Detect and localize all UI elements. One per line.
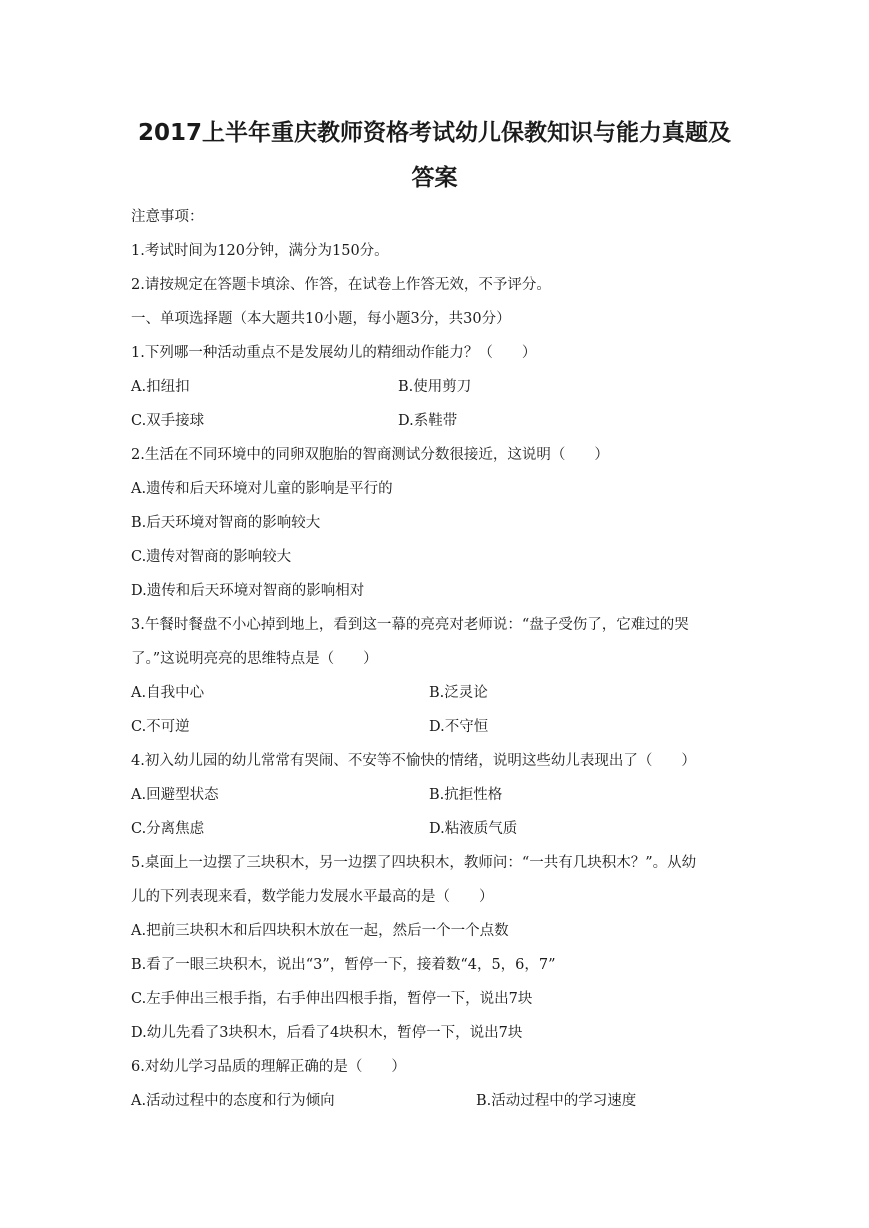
question-stem: 1.下列哪一种活动重点不是发展幼儿的精细动作能力？（ ）: [131, 345, 537, 361]
question-stem: 了。”这说明亮亮的思维特点是（ ）: [131, 651, 378, 667]
option-d: D.不守恒: [429, 719, 489, 735]
option-c: C.双手接球: [131, 413, 205, 429]
option-b: B.后天环境对智商的影响较大: [131, 515, 321, 531]
option-a: A.活动过程中的态度和行为倾向: [131, 1093, 335, 1109]
question-stem: 5.桌面上一边摆了三块积木，另一边摆了四块积木，教师问：“一共有几块积木？”。从幼: [131, 855, 697, 871]
option-b: B.活动过程中的学习速度: [476, 1093, 637, 1109]
option-b: B.使用剪刀: [398, 379, 472, 395]
question-stem: 3.午餐时餐盘不小心掉到地上，看到这一幕的亮亮对老师说：“盘子受伤了，它难过的哭: [131, 617, 689, 633]
option-b: B.看了一眼三块积木，说出“3”，暂停一下，接着数“4，5，6，7”: [131, 957, 556, 973]
notice-item: 1.考试时间为120分钟，满分为150分。: [131, 243, 389, 259]
option-a: A.回避型状态: [131, 787, 219, 803]
option-c: C.不可逆: [131, 719, 190, 735]
option-a: A.扣纽扣: [131, 379, 190, 395]
question-stem: 2.生活在不同环境中的同卵双胞胎的智商测试分数很接近，这说明（ ）: [131, 447, 609, 463]
option-c: C.遗传对智商的影响较大: [131, 549, 292, 565]
option-d: D.幼儿先看了3块积木，后看了4块积木，暂停一下，说出7块: [131, 1025, 523, 1041]
option-a: A.把前三块积木和后四块积木放在一起，然后一个一个点数: [131, 923, 509, 939]
notice-item: 2.请按规定在答题卡填涂、作答，在试卷上作答无效，不予评分。: [131, 277, 551, 293]
document-title-line-2: 答案: [411, 165, 458, 191]
option-a: A.遗传和后天环境对儿童的影响是平行的: [131, 481, 393, 497]
option-d: D.粘液质气质: [429, 821, 518, 837]
section-heading: 一、单项选择题（本大题共10小题，每小题3分，共30分）: [131, 311, 511, 327]
document-title-line-1: 2017上半年重庆教师资格考试幼儿保教知识与能力真题及: [137, 120, 731, 146]
option-d: D.系鞋带: [398, 413, 458, 429]
notice-heading: 注意事项：: [131, 209, 204, 225]
question-stem: 4.初入幼儿园的幼儿常常有哭闹、不安等不愉快的情绪，说明这些幼儿表现出了（ ）: [131, 753, 696, 769]
option-b: B.抗拒性格: [429, 787, 503, 803]
question-stem: 儿的下列表现来看，数学能力发展水平最高的是（ ）: [131, 889, 494, 905]
option-a: A.自我中心: [131, 685, 205, 701]
option-c: C.左手伸出三根手指，右手伸出四根手指，暂停一下，说出7块: [131, 991, 533, 1007]
option-b: B.泛灵论: [429, 685, 488, 701]
option-c: C.分离焦虑: [131, 821, 205, 837]
question-stem: 6.对幼儿学习品质的理解正确的是（ ）: [131, 1059, 406, 1075]
option-d: D.遗传和后天环境对智商的影响相对: [131, 583, 365, 599]
